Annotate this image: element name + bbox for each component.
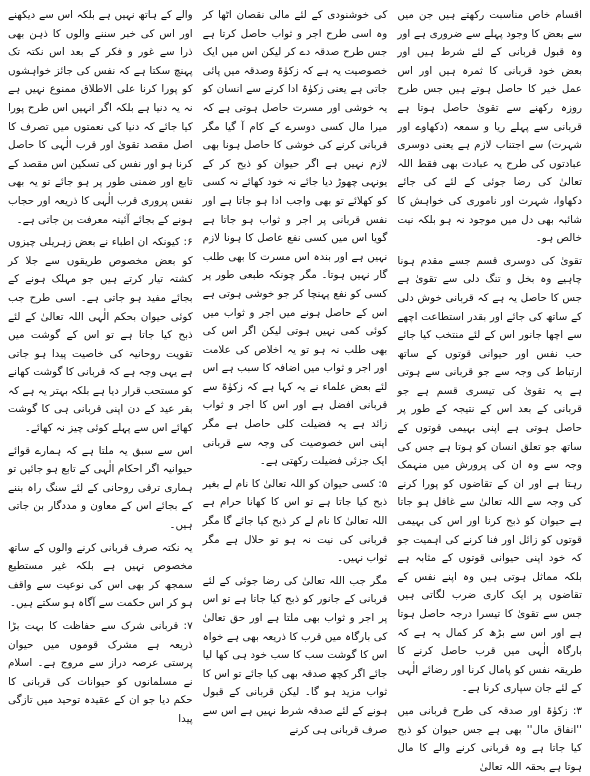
paragraph: والے کے ہاتھ نہیں ہے بلکہ اس سے دیکھنے اور اس کی خبر سننے والوں کا ذہن بھی ذرا سے غور و فکر کے بعد اس نکتہ تک پہنچ سکتا ہے کہ نفس کی جائز خواہشوں کو پورا کرنا علی الاطلاق ممنوع نہیں ہے نہ یہ دنیا ہے بلکہ اگر انہیں اس طرح پورا کیا جائے کہ دنیا کی نعمتوں میں تصرف کا اصل مقصد تقویٰ اور قرب الٰہی کا حاصل کرنا ہو اور نفس کی تسکین اس مقصد کے تابع اور ضمنی طور پر ہو جائے تو یہ بھی نفس پروری قرب الٰہی کا ذریعہ اور حجاب ہونے کے بجائے آئینہ معرفت بن جاتی ہے۔ [7,9,193,226]
paragraph: اس سے سبق یہ ملتا ہے کہ ہمارے قوائے حیوانیہ اگر احکام الٰہی کے تابع ہو جائیں تو ہماری ترقی روحانی کے لئے سنگ راہ بننے کے بجائے اس کے معاون و مددگار بن جاتی ہیں۔ [7,444,193,532]
paragraph: مگر جب اللہ تعالیٰ کی رضا جوئی کے لئے قربانی کے جانور کو ذبح کیا جاتا ہے تو اس پر اجر و ثواب بھی ملتا ہے اور حق تعالیٰ کی بارگاہ میں قرب کا ذریعہ بھی ہے خواہ اس کا گوشت سب کا سب خود ہی کھا لیا جائے اگر کچھ صدقہ بھی کیا جائے تو اس کا ثواب مزید ہو گا۔ لیکن قربانی کے قبول ہونے کے لئے صدقہ شرط نہیں ہے اس سے صرف قربانی ہی کرنے [202,574,388,736]
column-right [397,6,582,773]
paragraph: ۶: کیونکہ ان اطباء نے بعض زہریلی چیزوں کو بعض مخصوص طریقوں سے جلا کر کشتہ تیار کرتے ہیں جو مہلک ہونے کے بجائے مفید ہو جاتی ہے۔ اسی طرح جب کوئی حیوان بحکم الٰہی اللہ تعالیٰ کے لئے ذبح کیا جاتا ہے تو اس کے گوشت میں تقویت روحانیہ کی خاصیت پیدا ہو جاتی ہے یہی وجہ ہے کہ قربانی کا گوشت کھانے کو مستحب قرار دیا ہے بلکہ بہتر یہ ہے کہ بقر عید کے دن اپنی قربانی ہی کا گوشت کھائے اس سے پہلے کوئی چیز نہ کھائے۔ [7,236,193,435]
paragraph: ۷: قربانی شرک سے حفاظت کا بہت بڑا ذریعہ ہے مشرک قوموں میں حیوان پرستی عرصہ دراز سے مروج ہے۔ اسلام نے مسلمانوں کو حیوانات کی قربانی کا حکم دیا جو ان کے عقیدہ توحید میں تازگی پیدا [7,620,193,725]
paragraph: تقویٰ کی دوسری قسم جسے مقدم ہونا چاہیے وہ بخل و تنگ دلی سے تقویٰ ہے جس کا حاصل یہ ہے کہ قربانی خوش دلی کے ساتھ کی جائے اور بقدر استطاعت اچھے سے اچھا جانور اس کے لئے منتخب کیا جائے حب نفس اور حیوانی قوتوں کے ساتھ ارتباط کی وجہ سے جو قربانی سے ہوتی ہے یہ تقویٰ کی تیسری قسم ہے جو قربانی کے بعد اس کے نتیجہ کے طور پر حاصل ہوتی ہے اپنی بہیمی قوتوں کے ساتھ جو تعلق انسان کو ہوتا ہے جس کی وجہ سے وہ ان کی پرورش میں منہمک رہتا ہے اور ان کے تقاضوں کو پورا کرنے کی وجہ سے اللہ تعالیٰ سے غافل ہو جاتا ہے حیوان کو ذبح کرنا اور اس کی بہیمی قوتوں کو زائل اور فنا کرنے کی اہمیت جو کہ خود اپنی حیوانی قوتوں کے مثابہ ہے بلکہ مماثل ہوتی ہیں وہ اپنے نفس کے تقاضوں پر ایک کاری ضرب لگاتی ہیں جس سے تقویٰ کا تیسرا درجہ حاصل ہوتا ہے اور اس سے بڑھ کر کمال یہ ہے کہ بارگاہ الٰہی میں قرب حاصل کرنے کا طریقہ نفس کو پامال کرنا اور رضائے الٰہی کے لئے جان سپاری کرنا ہے۔ [397,254,582,695]
paragraph: کی خوشنودی کے لئے مالی نقصان اٹھا کر وہ اسی طرح اجر و ثواب حاصل کرتا ہے جس طرح صدقہ دے کر لیکن اس میں ایک خصوصیت یہ ہے کہ زکوٰۃ وصدقہ میں پائی جاتی ہے یعنی زکوٰۃ ادا کرنے سے انسان کو یہ خوشی اور مسرت حاصل ہوتی ہے کہ میرا مال کسی دوسرے کے کام آ گیا مگر قربانی کرنے کی خوشی کا حاصل ہونا بھی لازم نہیں ہے اگر حیوان کو ذبح کر کے یونہی چھوڑ دیا جائے نہ خود کھائے نہ کسی کو کھلائے تو بھی واجب ادا ہو جاتا ہے اور نفس قربانی پر اجر و ثواب ہو جاتا ہے گویا اس میں کسی نفع عاصل کا ہونا لازم نہیں ہے اور بندہ اس مسرت کا بھی طلب گار نہیں ہوتا۔ مگر چونکہ طبعی طور پر کسی کو نفع پہنچا کر جو خوشی ہوتی ہے اس کے حاصل ہونے میں اجر و ثواب میں کوئی کمی نہیں ہوتی لیکن اگر اس کی بھی طلب نہ ہو تو یہ اخلاص کی علامت اور اجر و ثواب میں اضافہ کا سبب ہے اس لئے بعض علماء نے یہ کہا ہے کہ زکوٰۃ سے قربانی افضل ہے اور اس کا اجر و ثواب زائد ہے یہ فضیلت کلی حاصل ہے مگر اپنی اس خصوصیت کی وجہ سے قربانی ایک جزئی فضیلت رکھتی ہے۔ [202,9,388,468]
paragraph: ۳: زکوٰۃ اور صدقہ کی طرح قربانی میں ''انفاق مال'' بھی ہے جس حیوان کو ذبح کیا جاتا ہے وہ قربانی کرنے والے کا مال ہوتا ہے بحقہ اللہ تعالیٰ [397,704,582,773]
paragraph: ۵: کسی حیوان کو اللہ تعالیٰ کا نام لے بغیر ذبح کیا جاتا ہے تو اس کا کھانا حرام ہے اللہ تعالیٰ کا نام لے کر ذبح کیا جائے گا مگر قربانی کی نیت نہ ہو تو حلال ہے مگر ثواب نہیں۔ [202,477,388,565]
column-middle [203,6,388,757]
paragraph: اقسام خاص مناسبت رکھتے ہیں جن میں سے بعض کا وجود پہلے سے ضروری ہے اور وہ قبول قربانی کے لئے شرط ہیں اور بعض خود قربانی کا ثمرہ ہیں اور اس عمل خیر کا حاصل ہوتے ہیں جس طرح روزہ رکھنے سے تقویٰ حاصل ہوتا ہے قربانی سے پہلے ریا و سمعہ (دکھاوے اور شہرت) سے اجتناب لازم ہے یعنی دوسری عبادتوں کی طرح یہ عبادت بھی فقط اللہ تعالیٰ کی رضا جوئی کے لئے کی جائے دکھاوا، شہرت اور ناموری کی خواہش کا شائبہ بھی دل میں موجود نہ ہو بلکہ نیت خالص ہو۔ [397,9,582,245]
paragraph: یہ نکتہ صرف قربانی کرنے والوں کے ساتھ مخصوص نہیں ہے بلکہ غیر مستطیع سمجھ کر بھی اس کی نوعیت سے واقف ہو کر اس حکمت سے آگاہ ہو سکتے ہیں۔ [7,541,193,610]
column-left [8,6,193,757]
